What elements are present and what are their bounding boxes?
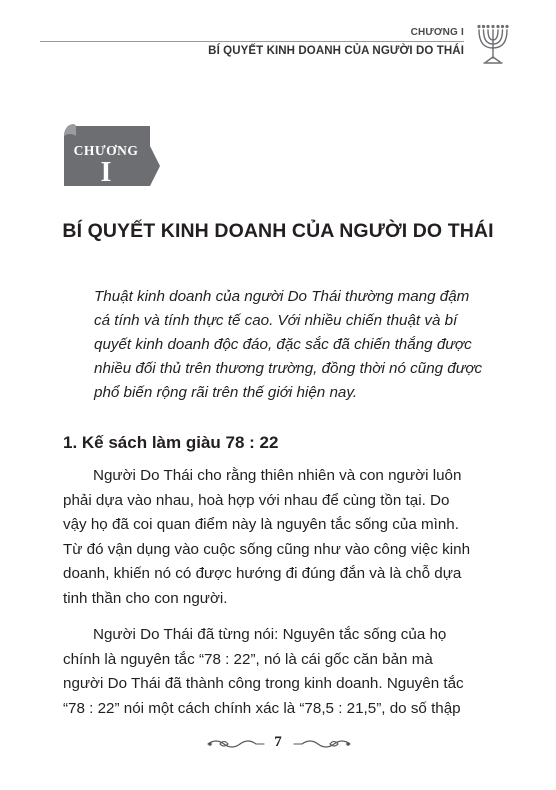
body-paragraph-2 <box>63 623 513 721</box>
chapter-badge-label: CHƯƠNG <box>73 143 139 158</box>
paragraph-line: người Do Thái đã thành công trong kinh doanh. Nguyên tắc <box>63 675 464 692</box>
chapter-badge-number: I <box>100 157 112 188</box>
paragraph-line: “78 : 22” nói một cách chính xác là “78,5 : 21,5”, do số thập <box>63 699 461 717</box>
intro-line: Thuật kinh doanh của người Do Thái thường mang đậm <box>94 288 470 305</box>
paragraph-line: phải dựa vào nhau, hoà hợp với nhau để cùng tồn tại. Do <box>63 491 450 509</box>
section-heading: 1. Kế sách làm giàu 78 : 22 <box>63 433 279 452</box>
chapter-title: BÍ QUYẾT KINH DOANH CỦA NGƯỜI DO THÁI <box>62 220 494 242</box>
paragraph-line: Người Do Thái đã từng nói: Nguyên tắc sống của họ <box>93 626 447 643</box>
page-number: 7 <box>274 734 282 750</box>
paragraph-line: tinh thần cho con người. <box>63 589 228 607</box>
header-rule <box>40 41 464 42</box>
flourish-ornament-left <box>206 736 266 752</box>
paragraph-line: Từ đó vận dụng vào cuộc sống cũng như vào công việc kinh <box>63 540 471 558</box>
body-paragraph-1 <box>63 464 513 611</box>
chapter-intro <box>94 285 512 405</box>
paragraph-line: doanh, khiến nó có được hướng đi đúng đắn và là chỗ dựa <box>63 565 462 582</box>
intro-line: phổ biến rộng rãi trên thế giới hiện nay. <box>94 384 358 401</box>
running-header-title: BÍ QUYẾT KINH DOANH CỦA NGƯỜI DO THÁI <box>208 45 464 57</box>
intro-line: cá tính và tính thực tế cao. Với nhiều chiến thuật và bí <box>94 312 458 329</box>
intro-line: quyết kinh doanh độc đáo, đặc sắc đã chiến thắng được <box>94 336 472 353</box>
paragraph-line: Người Do Thái cho rằng thiên nhiên và con người luôn <box>93 467 462 484</box>
paragraph-line: vậy họ đã coi quan điểm này là nguyên tắc sống của mình. <box>63 516 459 533</box>
paragraph-line: chính là nguyên tắc “78 : 22”, nó là cái gốc căn bản mà <box>63 650 433 668</box>
running-header-chapter: CHƯƠNG I <box>410 27 464 38</box>
menorah-icon <box>474 22 512 66</box>
intro-line: nhiều đối thủ trên thương trường, đồng thời nó cũng được <box>94 360 483 377</box>
flourish-ornament-right <box>292 736 352 752</box>
